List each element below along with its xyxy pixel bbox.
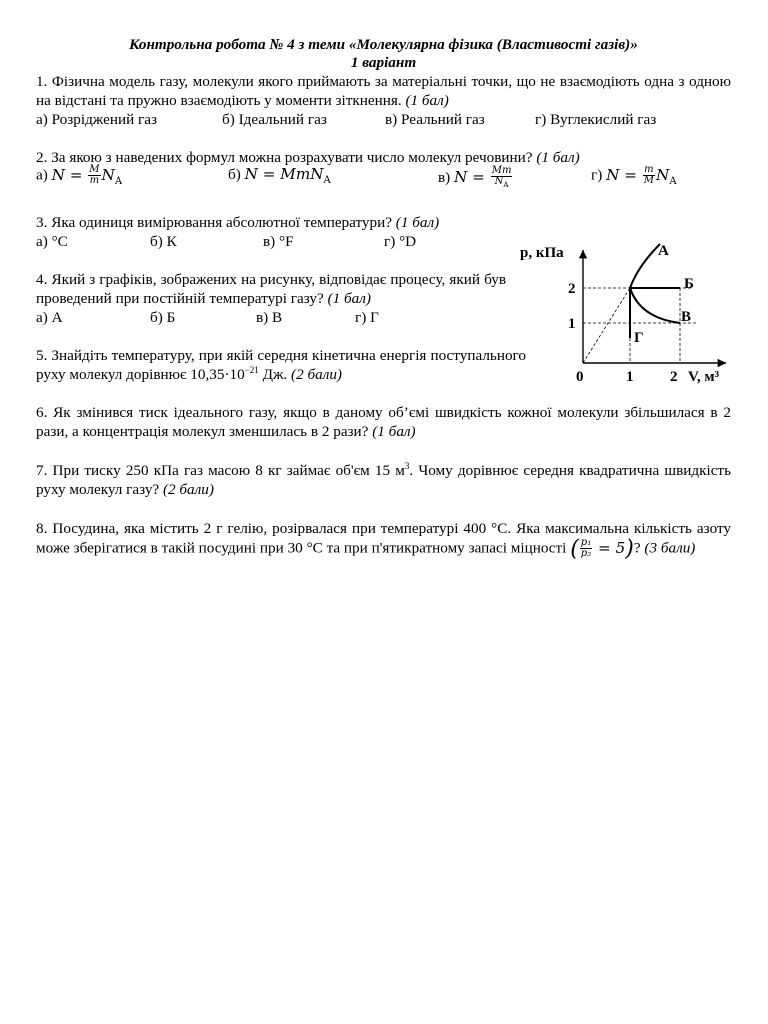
option-b: б) К	[150, 233, 177, 250]
formula-c: N = $\frac{Mm}{N_A}$	[454, 165, 512, 189]
option-b: б) Б	[150, 309, 176, 326]
option-d: г) °D	[384, 233, 417, 250]
x-tick-1: 1	[626, 369, 634, 385]
formula-b: N = MmN$_A$	[244, 165, 331, 187]
question-4	[36, 270, 506, 308]
question-5-points: (2 бали)	[291, 366, 342, 383]
pv-graph	[518, 238, 733, 388]
origin-label: 0	[576, 369, 584, 385]
variant-label: 1 варіант	[350, 54, 417, 71]
curve-c-label: В	[681, 309, 692, 325]
question-7-text: 7. При тиску 250 кПа газ масою 8 кг займає об'єм 15 м	[36, 462, 405, 479]
option-a: а) А	[36, 309, 63, 326]
option-a: а) N = $\frac{M}{m}$ $N_A$	[36, 164, 123, 187]
test-title: Контрольна робота № 4 з теми «Молекулярна фізика (Властивості газів)»	[129, 36, 638, 53]
y-axis-label: p, кПа	[520, 245, 564, 261]
formula-d: N = $\frac{m}{M}$ $N_A$	[606, 164, 677, 187]
question-8-text: 8. Посудина, яка містить 2 г гелію, розірвалася при температурі 400 °С. Яка максимальна кількість азоту може зберігатися в такій посудині при 30 °С та при п'ятикратному запасі міцності	[36, 520, 731, 557]
question-7: 7. При тиску 250 кПа газ масою 8 кг займає об'єм 15 $м^3$. Чому дорівнює середня квадратична швидкість руху молекул газу? (2 бали)	[36, 460, 731, 498]
option-c: в) Реальний газ	[385, 111, 485, 128]
question-5: 5. Знайдіть температуру, при якій середня кінетична енергія поступального руху молекул дорівнює $10,35\cdot 10^{-21}$ Дж. (2 бали)	[36, 347, 526, 383]
question-6-text: 6. Як змінився тиск ідеального газу, якщо в даному об’ємі швидкість кожної молекули збільшилася в 2 рази, а концентрація молекул зменшилась в 2 рази?	[36, 404, 731, 440]
formula-a: N = $\frac{M}{m}$ $N_A$	[51, 164, 123, 187]
question-2	[36, 148, 731, 167]
option-d: г) Г	[355, 309, 379, 326]
question-1-options	[36, 110, 731, 129]
curve-c	[630, 288, 680, 323]
question-2-points: (1 бал)	[536, 149, 580, 166]
question-3-text: 3. Яка одиниця вимірювання абсолютної температури?	[36, 214, 392, 231]
question-8-points: (3 бали)	[644, 539, 696, 557]
question-8: 8. Посудина, яка містить 2 г гелію, розірвалася при температурі 400 °С. Яка максимальна кількість азоту може зберігатися в такій посудині при 30 °С та при п'ятикратному запасі міцності ( $\frac{\text{p₁}}{\text{p₂}}$ = 5)? (3 бали)	[36, 520, 731, 561]
question-6	[36, 403, 731, 441]
question-4-points: (1 бал)	[327, 290, 371, 307]
option-a: а) °С	[36, 233, 68, 250]
question-4-text: 4. Який з графіків, зображених на рисунку, відповідає процесу, який був проведений при постійній температурі газу?	[36, 271, 506, 307]
curve-a-label: А	[658, 243, 669, 259]
question-5-text: 5. Знайдіть температуру, при якій середня кінетична енергія поступального руху молекул дорівнює 10,35·10	[36, 347, 526, 383]
y-tick-2: 2	[568, 281, 576, 297]
question-1	[36, 72, 731, 110]
curve-d-label: Г	[634, 330, 644, 346]
x-axis-label: V, м³	[688, 369, 720, 385]
curve-a	[630, 244, 660, 288]
question-7-points: (2 бали)	[162, 481, 214, 498]
question-6-points: (1 бал)	[372, 423, 416, 440]
option-d: г) N = $\frac{m}{M}$ $N_A$	[591, 164, 677, 187]
option-d: г) Вуглекислий газ	[535, 111, 657, 128]
question-2-text: 2. За якою з наведених формул можна розрахувати число молекул речовини?	[36, 149, 533, 166]
question-1-text: 1. Фізична модель газу, молекули якого приймають за матеріальні точки, що не взаємодіють одна з одною на відстані та пружно взаємодіють у моменти зіткнення.	[36, 73, 731, 109]
question-1-points: (1 бал)	[405, 92, 449, 109]
curve-b-label: Б	[684, 276, 694, 292]
option-c: в) N = $\frac{Mm}{N_A}$	[438, 165, 512, 189]
option-b: б) N = MmN$_A$	[228, 165, 331, 187]
question-8-formula: ( $\frac{\text{p₁}}{\text{p₂}}$ = 5)	[570, 536, 634, 561]
option-a: а) Розріджений газ	[36, 111, 157, 128]
option-c: в) °F	[263, 233, 294, 250]
question-2-options	[36, 164, 731, 189]
option-c: в) В	[256, 309, 283, 326]
y-tick-1: 1	[568, 316, 576, 332]
guide-origin	[583, 288, 630, 363]
x-tick-2: 2	[670, 369, 678, 385]
question-3-points: (1 бал)	[395, 214, 440, 231]
option-b: б) Ідеальний газ	[222, 111, 327, 128]
question-3	[36, 213, 506, 232]
